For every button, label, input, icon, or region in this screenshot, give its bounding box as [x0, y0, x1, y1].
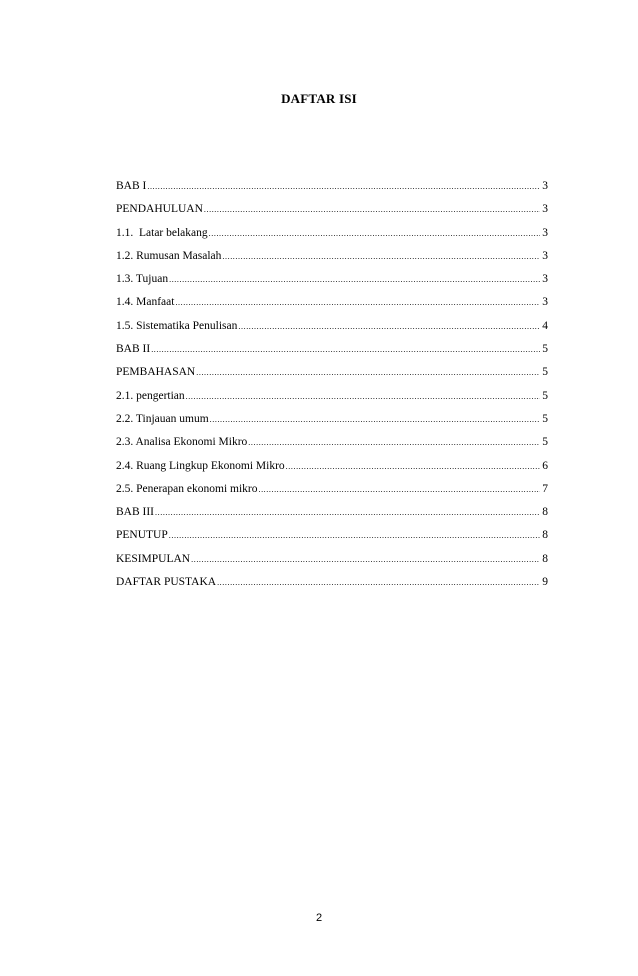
- toc-entry-page: 3: [542, 249, 548, 262]
- toc-entry-page: 9: [542, 576, 548, 589]
- toc-entry-page: 5: [542, 389, 548, 402]
- toc-entry[interactable]: [116, 343, 548, 366]
- toc-entry-label: 2.3. Analisa Ekonomi Mikro: [116, 436, 248, 449]
- toc-entry-page: 5: [542, 343, 548, 356]
- toc-entry[interactable]: [116, 436, 548, 459]
- toc-entry[interactable]: [116, 366, 548, 389]
- toc-entry[interactable]: [116, 273, 548, 296]
- toc-leader-dots: [175, 298, 540, 307]
- toc-entry-page: 5: [542, 412, 548, 425]
- toc-entry-label: 1.1. Latar belakang: [116, 226, 208, 239]
- toc-entry[interactable]: [116, 483, 548, 506]
- toc-entry-label: BAB I: [116, 180, 147, 192]
- toc-entry-page: 5: [542, 436, 548, 449]
- toc-leader-dots: [258, 485, 540, 494]
- toc-entry[interactable]: [116, 553, 548, 576]
- toc-leader-dots: [186, 392, 540, 401]
- toc-leader-dots: [209, 229, 540, 238]
- toc-entry-label: 2.5. Penerapan ekonomi mikro: [116, 482, 258, 495]
- toc-entry-page: 4: [542, 319, 548, 332]
- toc-entry-label: PENUTUP: [116, 529, 168, 542]
- toc-entry[interactable]: [116, 390, 548, 413]
- toc-entry-label: DAFTAR PUSTAKA: [116, 576, 217, 589]
- toc-leader-dots: [248, 438, 540, 447]
- toc-entry-page: 6: [542, 459, 548, 472]
- page-title: DAFTAR ISI: [281, 91, 357, 106]
- toc-entry-label: PENDAHULUAN: [116, 203, 203, 216]
- toc-leader-dots: [169, 531, 540, 540]
- toc-entry[interactable]: [116, 460, 548, 483]
- toc-entry-label: 2.1. pengertian: [116, 389, 185, 402]
- toc-entry-label: 1.3. Tujuan: [116, 273, 169, 286]
- toc-entry[interactable]: [116, 320, 548, 343]
- toc-entry[interactable]: [116, 506, 548, 529]
- toc-entry-page: 3: [542, 296, 548, 309]
- toc-entry-label: 1.5. Sistematika Penulisan: [116, 319, 238, 332]
- toc-entry-label: 1.4. Manfaat: [116, 296, 175, 309]
- toc-leader-dots: [147, 182, 540, 191]
- toc-leader-dots: [238, 322, 540, 331]
- toc-leader-dots: [196, 368, 540, 377]
- toc-entry[interactable]: [116, 203, 548, 226]
- toc-entry[interactable]: [116, 227, 548, 250]
- toc-entry-page: 3: [542, 180, 548, 192]
- toc-entry[interactable]: [116, 576, 548, 599]
- toc-entry[interactable]: [116, 296, 548, 319]
- toc-leader-dots: [204, 205, 540, 214]
- toc-entry-label: 1.2. Rumusan Masalah: [116, 249, 222, 262]
- toc-entry-label: PEMBAHASAN: [116, 366, 196, 379]
- toc-leader-dots: [151, 345, 540, 354]
- toc-leader-dots: [217, 578, 540, 587]
- toc-entry-page: 3: [542, 273, 548, 286]
- toc-entry-label: 2.2. Tinjauan umum: [116, 412, 209, 425]
- toc-entry-page: 8: [542, 529, 548, 542]
- toc-entry-page: 8: [542, 552, 548, 565]
- toc-entry[interactable]: [116, 529, 548, 552]
- toc-entry[interactable]: [116, 250, 548, 273]
- page-number: 2: [315, 912, 323, 924]
- toc-entry[interactable]: [116, 180, 548, 203]
- toc-entry-label: BAB III: [116, 506, 155, 519]
- toc-leader-dots: [210, 415, 540, 424]
- toc-entry-page: 3: [542, 226, 548, 239]
- toc-entry-page: 7: [542, 482, 548, 495]
- table-of-contents: [116, 180, 548, 599]
- toc-entry-page: 3: [542, 203, 548, 216]
- toc-entry-page: 5: [542, 366, 548, 379]
- toc-leader-dots: [286, 462, 540, 471]
- toc-entry[interactable]: [116, 413, 548, 436]
- toc-entry-label: 2.4. Ruang Lingkup Ekonomi Mikro: [116, 459, 285, 472]
- toc-entry-label: KESIMPULAN: [116, 552, 191, 565]
- toc-leader-dots: [155, 508, 540, 517]
- toc-leader-dots: [222, 252, 540, 261]
- toc-entry-page: 8: [542, 506, 548, 519]
- toc-leader-dots: [191, 555, 540, 564]
- toc-entry-label: BAB II: [116, 343, 151, 356]
- toc-leader-dots: [169, 275, 540, 284]
